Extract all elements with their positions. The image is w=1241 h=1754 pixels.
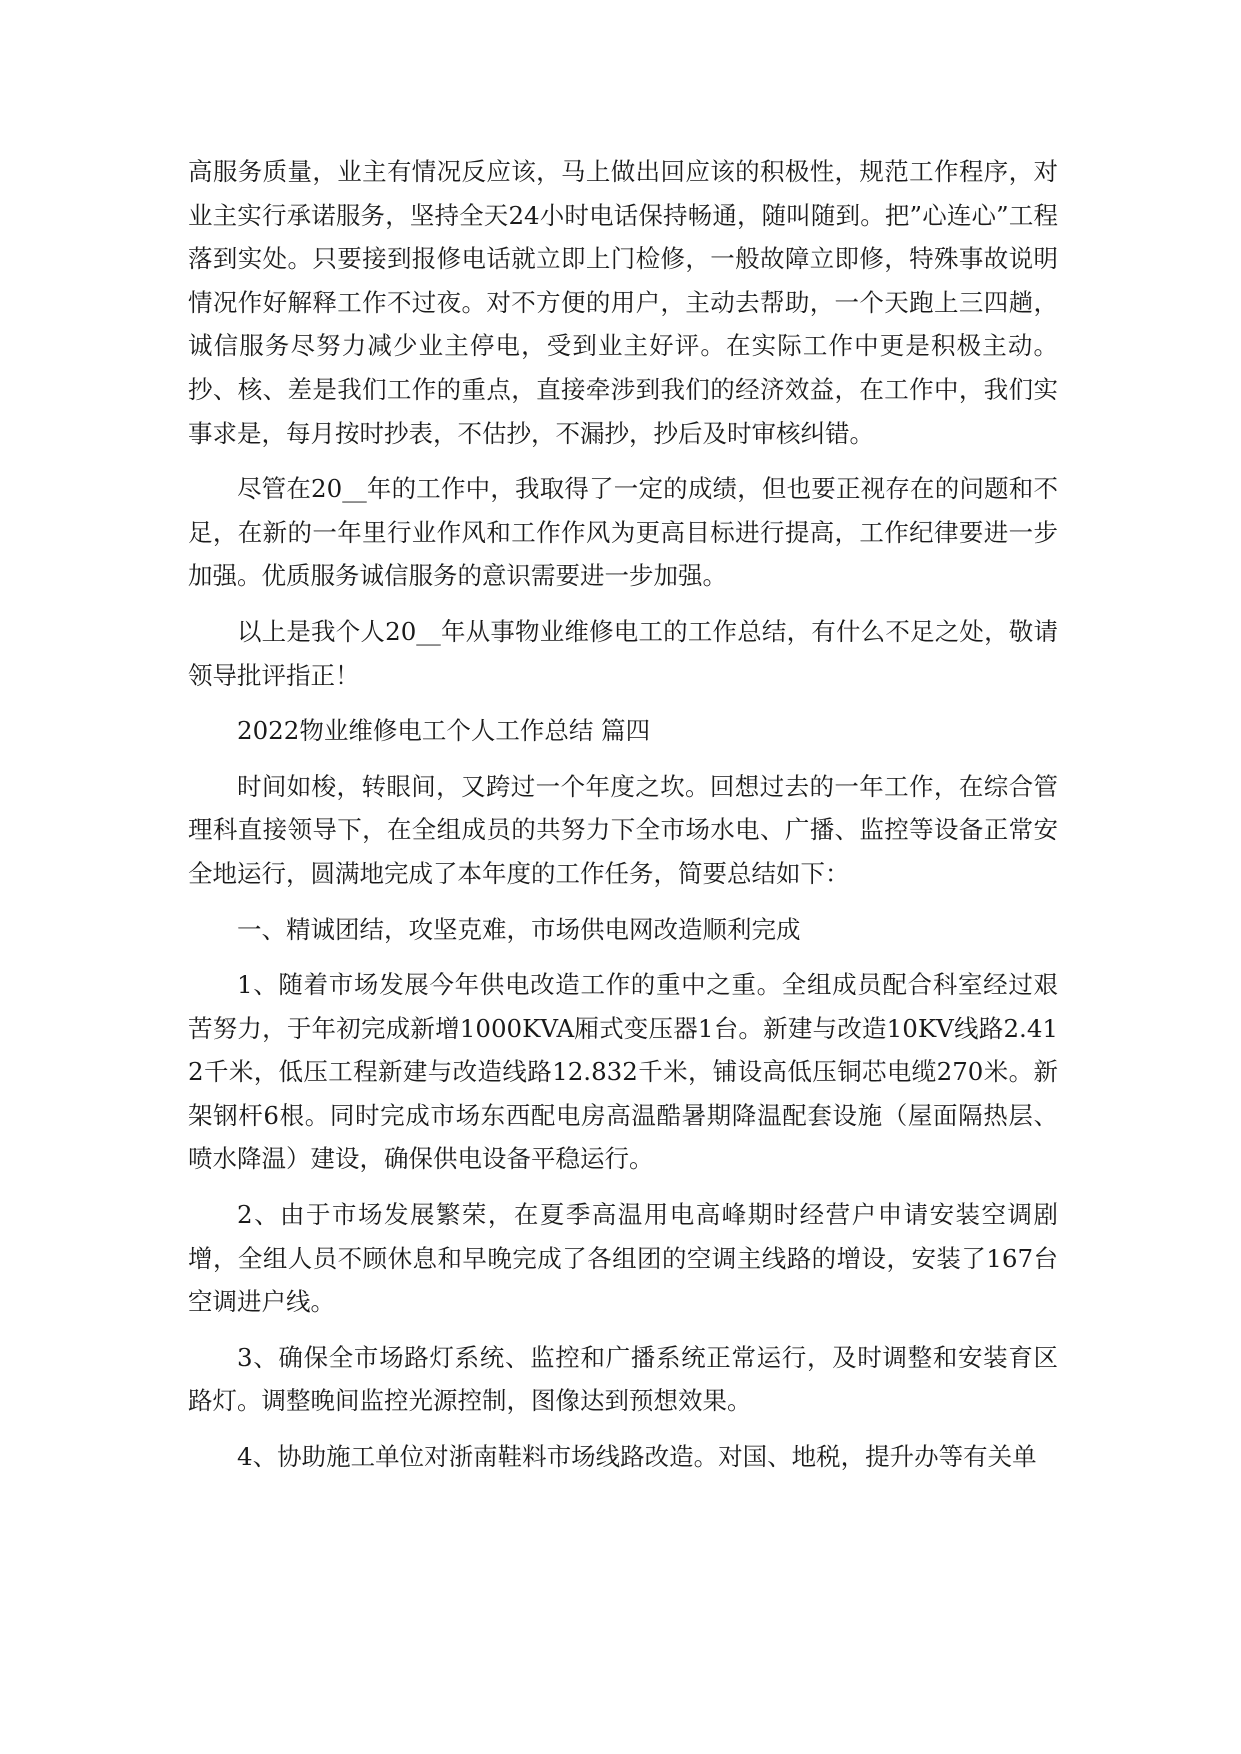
list-item-4: 4、协助施工单位对浙南鞋料市场线路改造。对国、地税，提升办等有关单 xyxy=(237,1442,1037,1472)
subheading-one: 一、精诚团结，攻坚克难，市场供电网改造顺利完成 xyxy=(237,914,801,944)
list-item-1: 1、随着市场发展今年供电改造工作的重中之重。全组成员配合科室经过艰苦努力，于年初完成新增1000KVA厢式变压器1台。新建与改造10KV线路2.412千米，低压工程新建与改造线路12.832千米，铺设高低压铜芯电缆270米。新架钢杆6根。同时完成市场东西配电房高温酷暑期降温配套设施（屋面隔热层、喷水降温）建设，确保供电设备平稳运行。 xyxy=(188,970,1058,1174)
paragraph-service-quality: 高服务质量，业主有情况反应该，马上做出回应该的积极性，规范工作程序，对业主实行承诺服务，坚持全天24小时电话保持畅通，随叫随到。把”心连心”工程落到实处。只要接到报修电话就立即上门检修，一般故障立即修，特殊事故说明情况作好解释工作不过夜。对不方便的用户，主动去帮助，一个天跑上三四趟，诚信服务尽努力减少业主停电，受到业主好评。在实际工作中更是积极主动。抄、核、差是我们工作的重点，直接牵涉到我们的经济效益，在工作中，我们实事求是，每月按时抄表，不估抄，不漏抄，抄后及时审核纠错。 xyxy=(188,157,1058,448)
paragraph-shortcomings: 尽管在20__年的工作中，我取得了一定的成绩，但也要正视存在的问题和不足，在新的一年里行业作风和工作作风为更高目标进行提高，工作纪律要进一步加强。优质服务诚信服务的意识需要进一步加强。 xyxy=(188,474,1058,591)
section-heading: 2022物业维修电工个人工作总结 篇四 xyxy=(237,716,651,746)
paragraph-closing: 以上是我个人20__年从事物业维修电工的工作总结，有什么不足之处，敬请领导批评指正！ xyxy=(188,616,1058,690)
list-item-3: 3、确保全市场路灯系统、监控和广播系统正常运行，及时调整和安装育区路灯。调整晚间监控光源控制，图像达到预想效果。 xyxy=(188,1342,1058,1416)
list-item-2: 2、由于市场发展繁荣，在夏季高温用电高峰期时经营户申请安装空调剧增，全组人员不顾休息和早晚完成了各组团的空调主线路的增设，安装了167台空调进户线。 xyxy=(188,1200,1058,1317)
paragraph-intro: 时间如梭，转眼间，又跨过一个年度之坎。回想过去的一年工作，在综合管理科直接领导下，在全组成员的共努力下全市场水电、广播、监控等设备正常安全地运行，圆满地完成了本年度的工作任务，简要总结如下： xyxy=(188,771,1058,888)
document-body xyxy=(188,150,1058,1479)
